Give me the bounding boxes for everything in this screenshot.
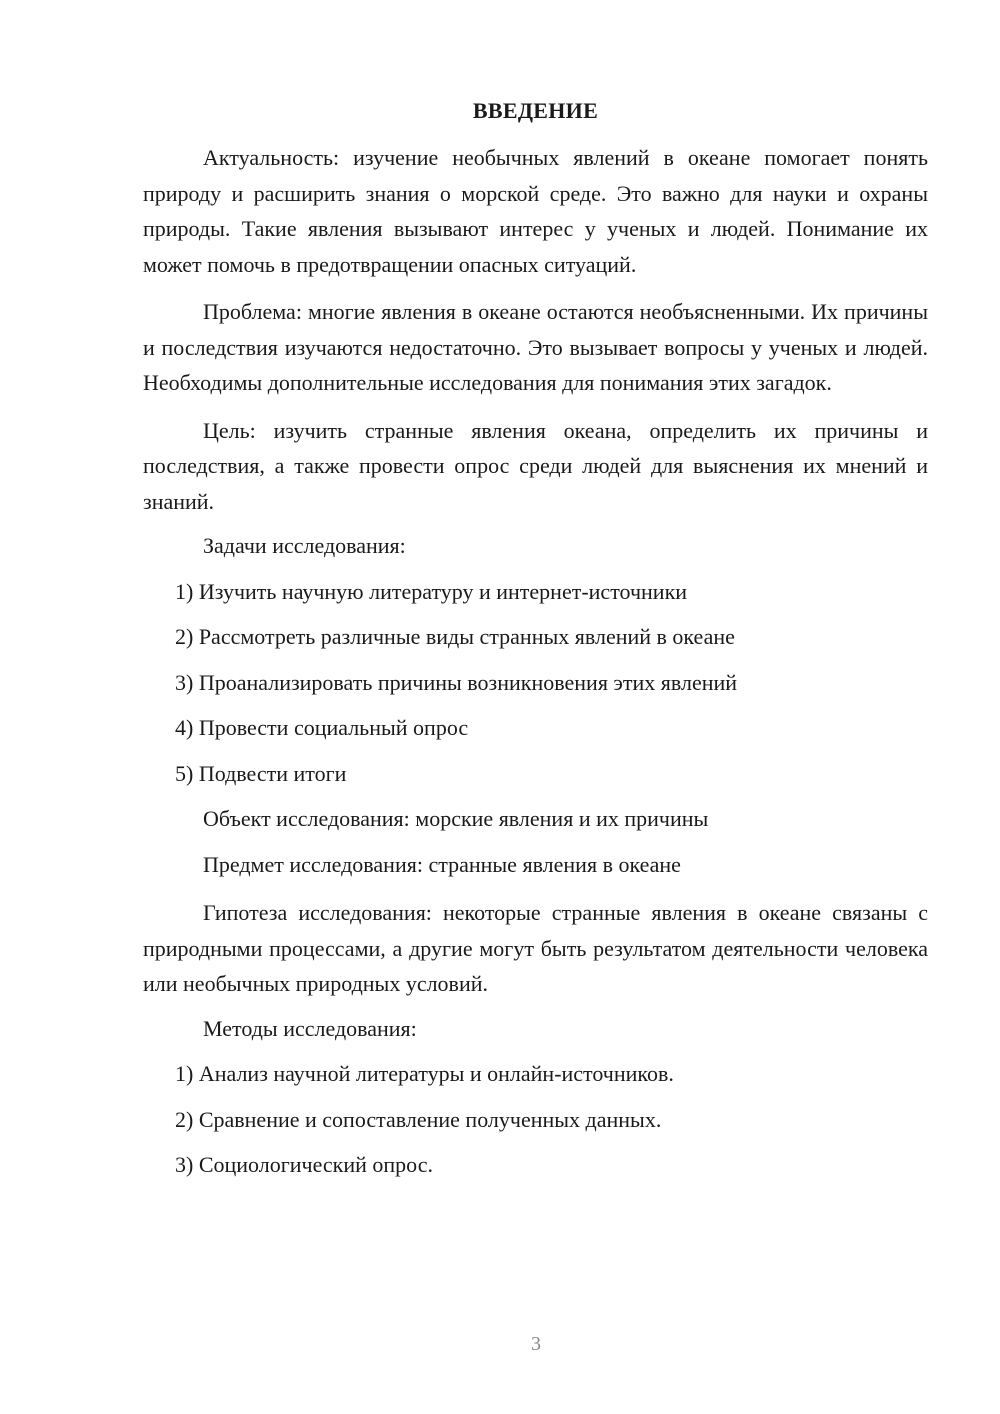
methods-heading: Методы исследования: — [203, 1015, 417, 1041]
list-item: 3) Проанализировать причины возникновения этих явлений — [175, 669, 738, 695]
methods-list — [143, 1059, 928, 1180]
research-object: Объект исследования: морские явления и их причины — [203, 806, 709, 831]
list-item: 4) Провести социальный опрос — [175, 715, 469, 740]
hypothesis-paragraph: Гипотеза исследования: некоторые странные явления в океане связаны с природными процессами, а другие могут быть результатом деятельности человека или необычных природных условий. — [143, 900, 928, 996]
goal-paragraph: Цель: изучить странные явления океана, определить их причины и последствия, а также провести опрос среди людей для выяснения их мнений и знаний. — [143, 417, 928, 514]
tasks-list — [143, 577, 928, 789]
list-item: 1) Изучить научную литературу и интернет-источники — [175, 578, 688, 604]
relevance-paragraph: Актуальность: изучение необычных явлений в океане помогает понять природу и расширить знания о морской среде. Это важно для науки и охраны природы. Такие явления вызывают интерес у ученых и людей. Понимание их может помочь в предотвращении опасных ситуаций. — [143, 145, 928, 277]
tasks-heading: Задачи исследования: — [203, 533, 406, 558]
page-title: ВВЕДЕНИЕ — [472, 98, 599, 123]
list-item: 2) Сравнение и сопоставление полученных данных. — [175, 1106, 662, 1132]
problem-paragraph: Проблема: многие явления в океане остаются необъясненными. Их причины и последствия изучаются недостаточно. Это вызывает вопросы у ученых и людей. Необходимы дополнительные исследования для понимания этих загадок. — [143, 299, 928, 395]
page-content — [143, 96, 928, 1196]
list-item: 5) Подвести итоги — [175, 760, 347, 786]
research-subject: Предмет исследования: странные явления в океане — [203, 851, 681, 877]
list-item: 3) Социологический опрос. — [175, 1152, 433, 1177]
list-item: 1) Анализ научной литературы и онлайн-источников. — [175, 1061, 674, 1086]
list-item: 2) Рассмотреть различные виды странных явлений в океане — [175, 624, 735, 649]
page-number: 3 — [531, 1333, 541, 1355]
